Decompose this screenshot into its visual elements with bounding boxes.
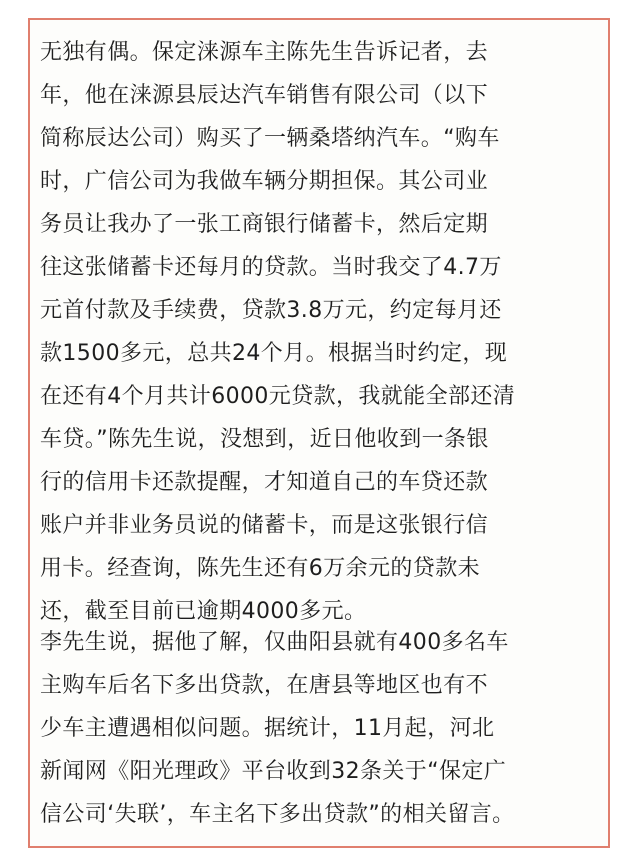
paragraph-1-line: 务员让我办了一张工商银行储蓄卡，然后定期 <box>40 212 489 237</box>
paragraph-1-line: 年，他在涞源县辰达汽车销售有限公司（以下 <box>40 83 489 108</box>
paragraph-2-line: 信公司‘失联’，车主名下多出贷款”的相关留言。 <box>40 802 515 827</box>
paragraph-1-line: 行的信用卡还款提醒，才知道自己的车贷还款 <box>40 470 489 495</box>
paragraph-1-line: 还，截至目前已逾期4000多元。 <box>40 599 367 624</box>
paragraph-1-line: 简称辰达公司）购买了一辆桑塔纳汽车。“购车 <box>40 126 500 151</box>
paragraph-2-line: 少车主遭遇相似问题。据统计，11月起，河北 <box>40 716 495 741</box>
paragraph-2-line: 新闻网《阳光理政》平台收到32条关于“保定广 <box>40 759 507 784</box>
paragraph-1-line: 无独有偶。保定涞源车主陈先生告诉记者，去 <box>40 40 489 65</box>
paragraph-1-line: 往这张储蓄卡还每月的贷款。当时我交了4.7万 <box>40 255 502 280</box>
paragraph-1-line: 账户并非业务员说的储蓄卡，而是这张银行信 <box>40 513 489 538</box>
paragraph-1-line: 车贷。”陈先生说，没想到，近日他收到一条银 <box>40 427 489 452</box>
paragraph-1-line: 在还有4个月共计6000元贷款，我就能全部还清 <box>40 384 516 409</box>
paragraph-1-line: 款1500多元，总共24个月。根据当时约定，现 <box>40 341 508 366</box>
paragraph-1-line: 时，广信公司为我做车辆分期担保。其公司业 <box>40 169 489 194</box>
paragraph-1-line: 用卡。经查询，陈先生还有6万余元的贷款未 <box>40 556 480 581</box>
paragraph-1-line: 元首付款及手续费，贷款3.8万元，约定每月还 <box>40 298 502 323</box>
paragraph-2-line: 主购车后名下多出贷款，在唐县等地区也有不 <box>40 673 489 698</box>
paragraph-2-line: 李先生说，据他了解，仅曲阳县就有400多名车 <box>40 630 509 655</box>
